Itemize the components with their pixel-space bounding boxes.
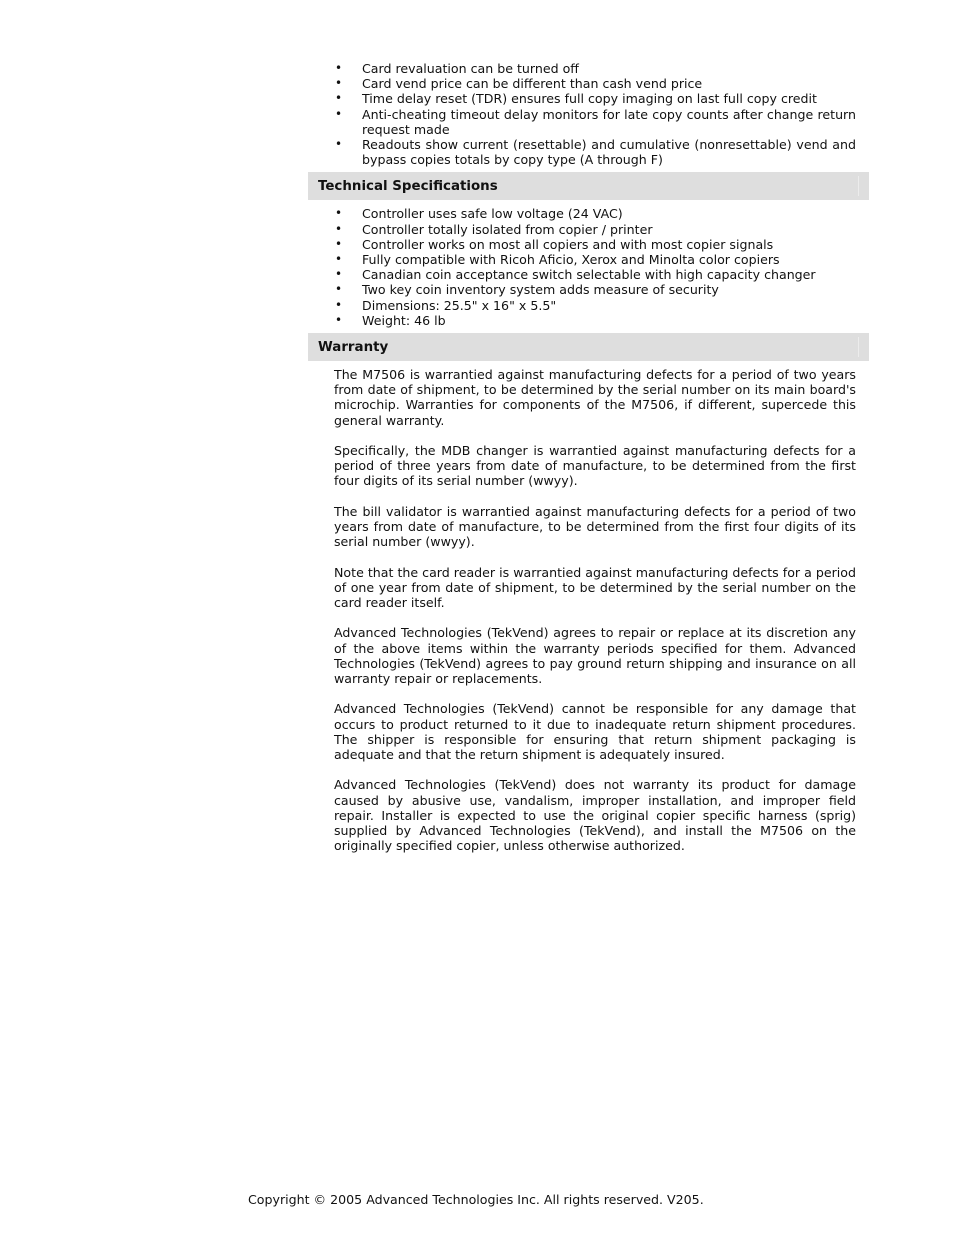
technical-specifications-list — [308, 206, 869, 328]
features-list — [308, 61, 869, 167]
list-item: • Fully compatible with Ricoh Aficio, Xerox and Minolta color copiers — [334, 252, 856, 267]
list-item: • Weight: 46 lb — [334, 313, 856, 328]
header-divider — [858, 176, 859, 196]
list-item: • Card revaluation can be turned off — [334, 61, 856, 76]
list-item: • Controller uses safe low voltage (24 VAC) — [334, 206, 856, 221]
header-divider — [858, 337, 859, 357]
list-item: • Readouts show current (resettable) and cumulative (nonresettable) vend and bypass copies totals by copy type (A through F) — [334, 137, 856, 167]
warranty-paragraph: The M7506 is warrantied against manufacturing defects for a period of two years from date of shipment, to be determined by the serial number on its main board's microchip. Warranties for components of the M7506, if different, supercede this general warranty. — [334, 367, 856, 428]
warranty-paragraph: Advanced Technologies (TekVend) agrees to repair or replace at its discretion any of the above items within the warranty periods specified for them. Advanced Technologies (TekVend) agrees to pay ground return shipping and insurance on all warranty repair or replacements. — [334, 625, 856, 687]
warranty-body — [308, 367, 869, 853]
list-item: • Controller works on most all copiers and with most copier signals — [334, 237, 856, 252]
warranty-header — [308, 333, 869, 361]
list-item: • Two key coin inventory system adds measure of security — [334, 282, 856, 297]
list-item: • Canadian coin acceptance switch selectable with high capacity changer — [334, 267, 856, 282]
warranty-paragraph: Advanced Technologies (TekVend) does not warranty its product for damage caused by abusive use, vandalism, improper installation, and improper field repair. Installer is expected to use the original copier specific harness (sprig) supplied by Advanced Technologies (TekVend), and install the M7506 on the originally specified copier, unless otherwise authorized. — [334, 777, 856, 854]
list-item: • Card vend price can be different than cash vend price — [334, 76, 856, 91]
list-item: • Time delay reset (TDR) ensures full copy imaging on last full copy credit — [334, 91, 856, 106]
document-content — [308, 61, 869, 869]
warranty-paragraph: The bill validator is warrantied against manufacturing defects for a period of two years from date of manufacture, to be determined from the first four digits of its serial number (wwyy). — [334, 503, 856, 550]
list-item: • Dimensions: 25.5" x 16" x 5.5" — [334, 298, 856, 313]
warranty-paragraph: Note that the card reader is warrantied against manufacturing defects for a period of one year from date of shipment, to be determined by the serial number on the card reader itself. — [334, 564, 856, 611]
section-title: Technical Specifications — [318, 179, 498, 195]
warranty-paragraph: Advanced Technologies (TekVend) cannot be responsible for any damage that occurs to product returned to it due to inadequate return shipment procedures. The shipper is responsible for ensuring that return shipment packaging is adequate and that the return shipment is adequately insured. — [334, 701, 856, 763]
list-item: • Anti-cheating timeout delay monitors for late copy counts after change return request made — [334, 107, 856, 137]
list-item: • Controller totally isolated from copier / printer — [334, 222, 856, 237]
section-title: Warranty — [318, 340, 389, 356]
copyright-footer: Copyright © 2005 Advanced Technologies Inc. All rights reserved. V205. — [248, 1192, 704, 1207]
warranty-paragraph: Specifically, the MDB changer is warrantied against manufacturing defects for a period of three years from date of manufacture, to be determined from the first four digits of its serial number (wwyy). — [334, 443, 856, 489]
technical-specifications-header — [308, 172, 869, 200]
